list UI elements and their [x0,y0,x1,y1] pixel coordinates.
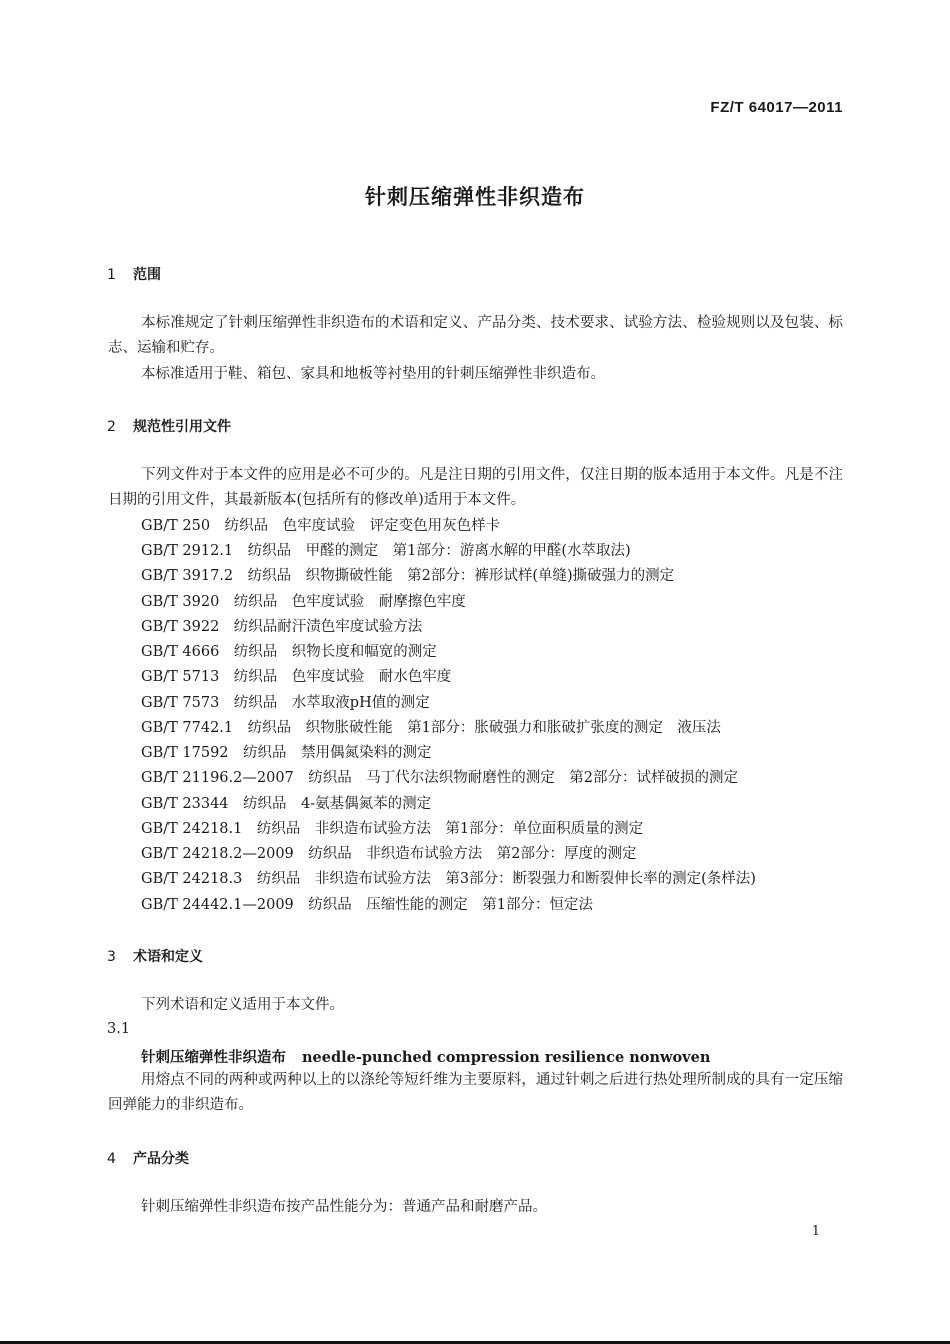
paragraph: 下列文件对于本文件的应用是必不可少的。凡是注日期的引用文件，仅注日期的版本适用于本文件。凡是不注日期的引用文件，其最新版本(包括所有的修改单)适用于本文件。 [108,467,843,508]
section-1-heading [107,264,161,284]
reference-item: GB/T 250 纺织品 色牢度试验 评定变色用灰色样卡 [141,518,501,534]
section-number: 1 [107,267,116,283]
reference-item: GB/T 3922 纺织品耐汗渍色牢度试验方法 [141,619,423,635]
term-english: needle-punched compression resilience nonwoven [302,1049,711,1066]
term-definition: 用熔点不同的两种或两种以上的以涤纶等短纤维为主要原料，通过针刺之后进行热处理所制成的具有一定压缩回弹能力的非织造布。 [108,1072,843,1113]
section-number: 3 [107,949,116,965]
section-2-heading [107,416,231,436]
reference-item: GB/T 2912.1 纺织品 甲醛的测定 第1部分：游离水解的甲醛(水萃取法) [141,543,631,559]
section-title: 规范性引用文件 [133,419,231,435]
reference-item: GB/T 24218.2—2009 纺织品 非织造布试验方法 第2部分：厚度的测定 [141,846,637,862]
reference-item: GB/T 21196.2—2007 纺织品 马丁代尔法织物耐磨性的测定 第2部分：试样破损的测定 [141,770,738,786]
section-title: 产品分类 [133,1151,189,1167]
reference-item: GB/T 7573 纺织品 水萃取液pH值的测定 [141,695,430,711]
reference-item: GB/T 24218.1 纺织品 非织造布试验方法 第1部分：单位面积质量的测定 [141,821,644,837]
page-number: 1 [811,1224,820,1239]
standard-code: FZ/T 64017—2011 [710,99,843,116]
section-number: 4 [107,1151,116,1167]
reference-item: GB/T 3920 纺织品 色牢度试验 耐摩擦色牢度 [141,594,466,610]
section-4-heading [107,1148,189,1168]
paragraph: 下列术语和定义适用于本文件。 [141,997,344,1013]
reference-item: GB/T 5713 纺织品 色牢度试验 耐水色牢度 [141,669,452,685]
section-3-heading [107,946,203,966]
reference-item: GB/T 23344 纺织品 4-氨基偶氮苯的测定 [141,796,432,812]
document-title: 针刺压缩弹性非织造布 [365,185,585,209]
reference-item: GB/T 17592 纺织品 禁用偶氮染料的测定 [141,745,432,761]
section-title: 范围 [133,267,161,283]
reference-item: GB/T 24442.1—2009 纺织品 压缩性能的测定 第1部分：恒定法 [141,897,593,913]
reference-item: GB/T 24218.3 纺织品 非织造布试验方法 第3部分：断裂强力和断裂伸长率的测定(条样法) [141,871,756,887]
paragraph: 本标准规定了针刺压缩弹性非织造布的术语和定义、产品分类、技术要求、试验方法、检验规则以及包装、标志、运输和贮存。 [108,315,843,356]
paragraph: 针刺压缩弹性非织造布按产品性能分为：普通产品和耐磨产品。 [141,1199,547,1215]
term-title [141,1046,710,1067]
reference-item: GB/T 7742.1 纺织品 织物胀破性能 第1部分：胀破强力和胀破扩张度的测定 液压法 [141,720,721,736]
term-chinese: 针刺压缩弹性非织造布 [141,1050,286,1066]
section-title: 术语和定义 [133,949,203,965]
paragraph: 本标准适用于鞋、箱包、家具和地板等衬垫用的针刺压缩弹性非织造布。 [141,366,605,382]
section-number: 2 [107,419,116,435]
term-number: 3.1 [107,1021,131,1037]
reference-item: GB/T 3917.2 纺织品 织物撕破性能 第2部分：裤形试样(单缝)撕破强力的测定 [141,568,675,584]
reference-item: GB/T 4666 纺织品 织物长度和幅宽的测定 [141,644,437,660]
